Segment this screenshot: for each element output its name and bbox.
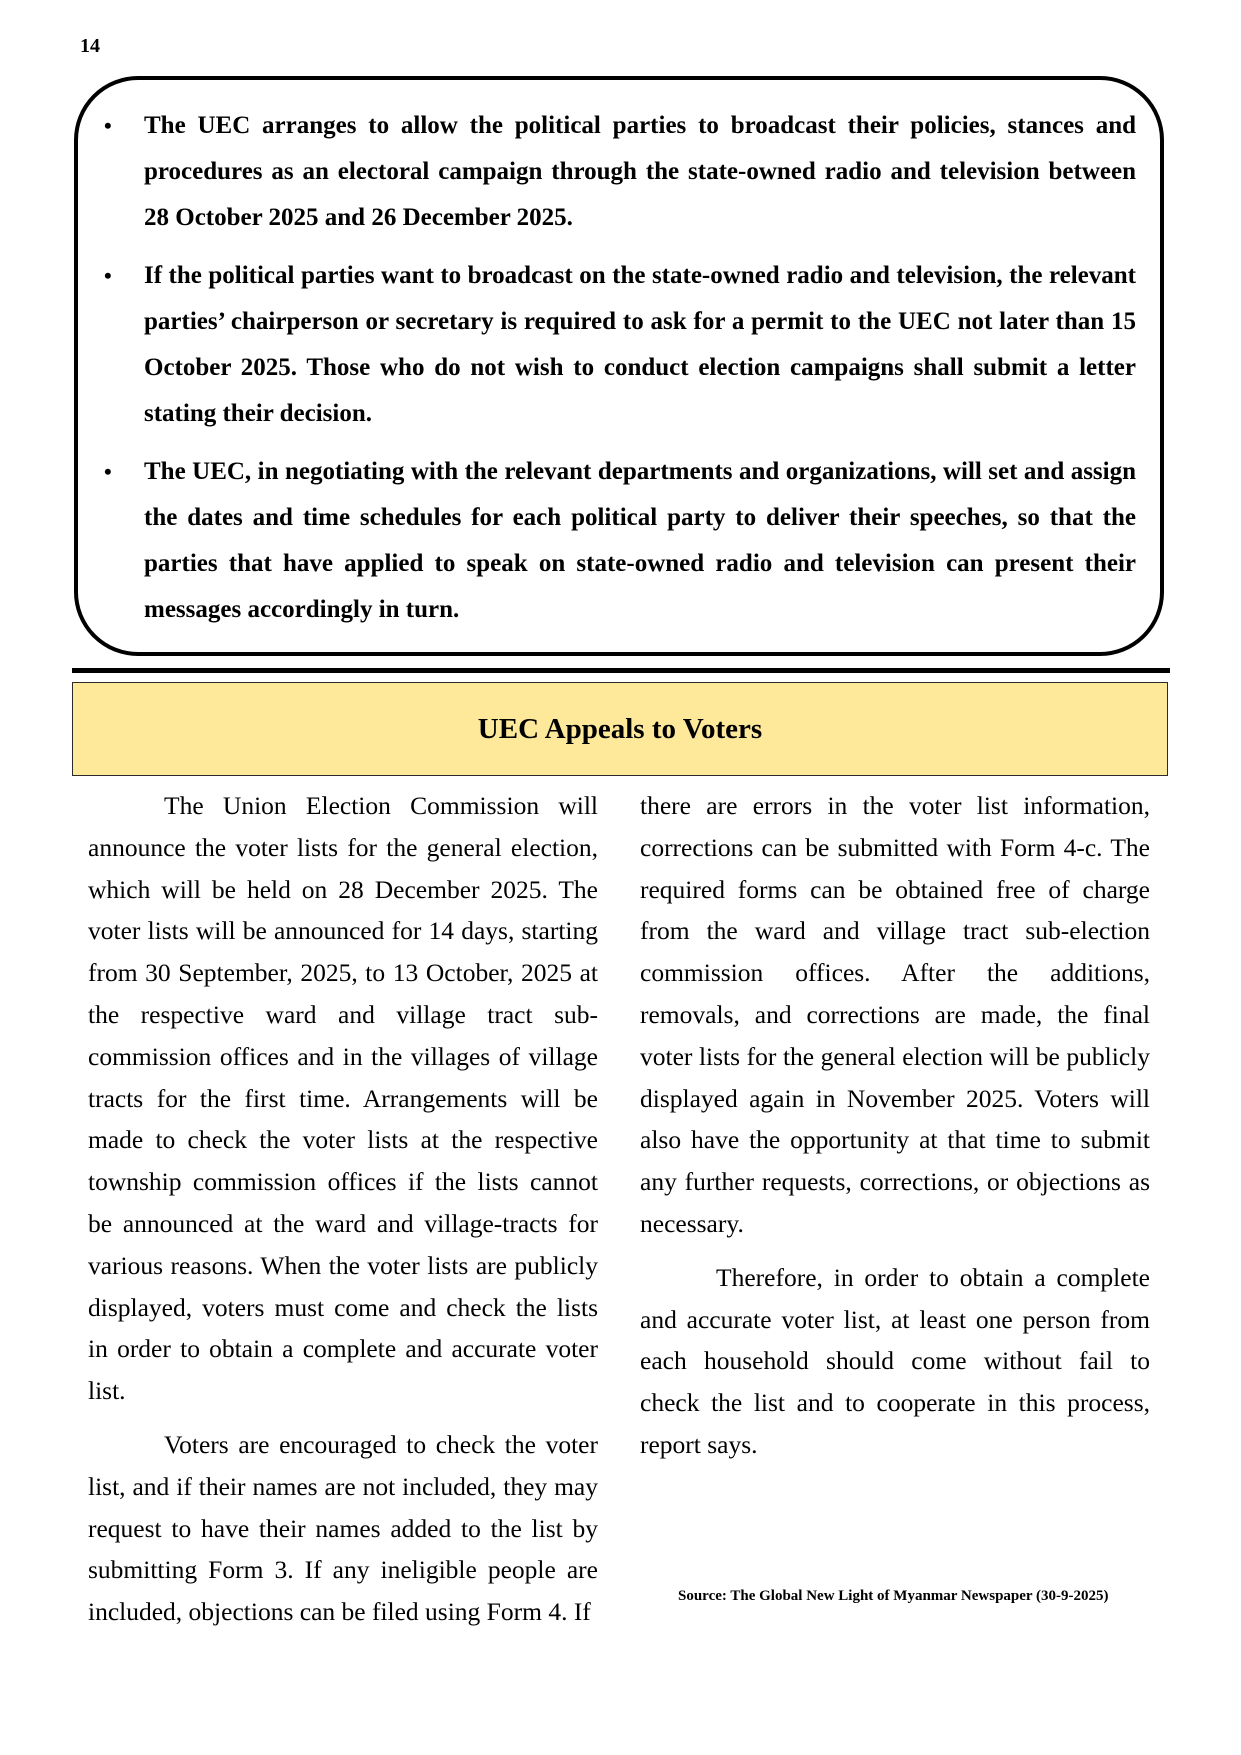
article-paragraph: Voters are encouraged to check the voter list, and if their names are not included, they may request to have their names added to the list by submitting Form 3. If any ineligible people are included, objections can be filed using Form 4. If	[88, 1429, 598, 1627]
source-citation: Source: The Global New Light of Myanmar Newspaper (30-9-2025)	[678, 1588, 1109, 1604]
bullet-text: The UEC arranges to allow the political parties to broadcast their policies, stances and procedures as an electoral campaign through the state-owned radio and television between 28 October 2025 and 26 December 2025.	[144, 112, 1136, 231]
bullet-icon: •	[104, 459, 112, 484]
page-number: 14	[80, 35, 100, 57]
section-header	[72, 682, 1168, 776]
callout-bullet-item	[100, 449, 1136, 633]
article-paragraph: Therefore, in order to obtain a complete and accurate voter list, at least one person from each household should come without fail to check the list and to cooperate in this process, report says.	[640, 1262, 1150, 1459]
bullet-text: If the political parties want to broadcast on the state-owned radio and television, the relevant parties’ chairperson or secretary is required to ask for a permit to the UEC not later than 15 October 2025. Those who do not wish to conduct election campaigns shall submit a letter stating their decision.	[144, 262, 1136, 427]
bullet-icon: •	[104, 113, 112, 138]
section-title: UEC Appeals to Voters	[477, 712, 763, 745]
bullet-text: The UEC, in negotiating with the relevant departments and organizations, will set and assign the dates and time schedules for each political party to deliver their speeches, so that the parties that have applied to speak on state-owned radio and television can present their messages accordingly in turn.	[144, 458, 1136, 623]
callout-bullet-item	[100, 103, 1136, 241]
bullet-icon: •	[104, 263, 112, 288]
section-divider	[72, 668, 1170, 673]
callout-bullet-list	[100, 103, 1136, 645]
article-paragraph: The Union Election Commission will announce the voter lists for the general election, which will be held on 28 December 2025. The voter lists will be announced for 14 days, starting from 30 September, 2025, to 13 October, 2025 at the respective ward and village tract sub-commission offices and in the villages of village tracts for the first time. Arrangements will be made to check the voter lists at the respective township commission offices if the lists cannot be announced at the ward and village-tracts for various reasons. When the voter lists are publicly displayed, voters must come and check the lists in order to obtain a complete and accurate voter list.	[88, 791, 598, 1406]
article-paragraph-continued: there are errors in the voter list information, corrections can be submitted with Form 4-c. The required forms can be obtained free of charge from the ward and village tract sub-election commission offices. After the additions, removals, and corrections are made, the final voter lists for the general election will be publicly displayed again in November 2025. Voters will also have the opportunity at that time to submit any further requests, corrections, or objections as necessary.	[640, 791, 1150, 1238]
callout-bullet-item	[100, 253, 1136, 437]
article-column-right	[640, 785, 1150, 1478]
article-column-left	[88, 785, 598, 1645]
